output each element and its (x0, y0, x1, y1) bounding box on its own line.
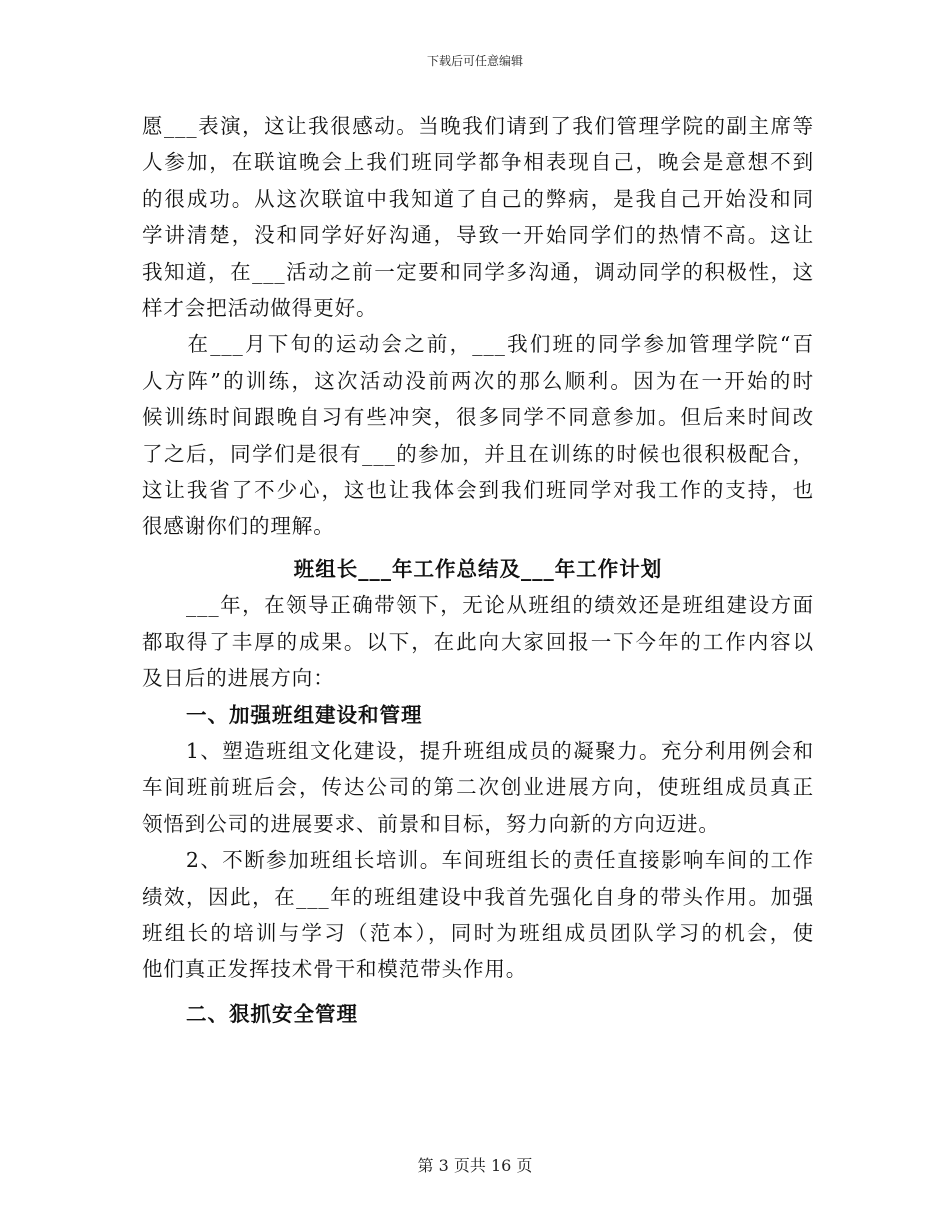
text-line: 人方阵”的训练，这次活动没前两次的那么顺利。因为在一开始的时 (142, 368, 814, 393)
heading-2: 二、狠抓安全管理 (186, 1001, 358, 1026)
paragraph-2 (142, 326, 814, 544)
text-line: ___年，在领导正确带领下，无论从班组的绩效还是班组建设方面 (142, 593, 814, 618)
text-line: 的很成功。从这次联谊中我知道了自己的弊病，是我自己开始没和同 (142, 186, 814, 211)
text-line: 这让我省了不少心，这也让我体会到我们班同学对我工作的支持，也 (142, 478, 814, 503)
text-line: 班组长的培训与学习（范本），同时为班组成员团队学习的机会，使 (142, 920, 814, 945)
paragraph-5 (142, 842, 814, 988)
paragraph-3 (142, 587, 814, 696)
text-line: 学讲清楚，没和同学好好沟通，导致一开始同学们的热情不高。这让 (142, 223, 814, 248)
text-line: 绩效，因此，在___年的班组建设中我首先强化自身的带头作用。加强 (142, 884, 814, 909)
text-line: 我知道，在___活动之前一定要和同学多沟通，调动同学的积极性，这 (142, 259, 814, 284)
text-line: 样才会把活动做得更好。 (142, 296, 378, 321)
text-line: 领悟到公司的进展要求、前景和目标，努力向新的方向迈进。 (142, 811, 720, 836)
page-footer: 第 3 页共 16 页 (417, 1156, 533, 1175)
text-line: 1、塑造班组文化建设，提升班组成员的凝聚力。充分利用例会和 (142, 738, 814, 763)
page-header: 下载后可任意编辑 (426, 54, 523, 68)
section-title: 班组长___年工作总结及___年工作计划 (293, 556, 663, 581)
text-line: 人参加，在联谊晚会上我们班同学都争相表现自己，晚会是意想不到 (142, 150, 814, 175)
paragraph-1 (142, 108, 814, 326)
heading-1: 一、加强班组建设和管理 (186, 702, 423, 727)
text-line: 很感谢你们的理解。 (142, 514, 335, 539)
paragraph-4 (142, 733, 814, 842)
document-body (142, 108, 814, 1032)
text-line: 愿___表演，这让我很感动。当晚我们请到了我们管理学院的副主席等 (142, 114, 814, 138)
text-line: 2、不断参加班组长培训。车间班组长的责任直接影响车间的工作 (142, 848, 814, 873)
text-line: 他们真正发挥技术骨干和模范带头作用。 (142, 957, 528, 982)
text-line: 在___月下旬的运动会之前，___我们班的同学参加管理学院“百 (142, 332, 814, 357)
text-line: 候训练时间跟晚自习有些冲突，很多同学不同意参加。但后来时间改 (142, 405, 814, 430)
text-line: 及日后的进展方向： (142, 666, 335, 691)
text-line: 都取得了丰厚的成果。以下，在此向大家回报一下今年的工作内容以 (142, 629, 814, 654)
text-line: 车间班前班后会，传达公司的第二次创业进展方向，使班组成员真正 (142, 775, 814, 800)
text-line: 了之后，同学们是很有___的参加，并且在训练的时候也很积极配合， (142, 441, 814, 466)
